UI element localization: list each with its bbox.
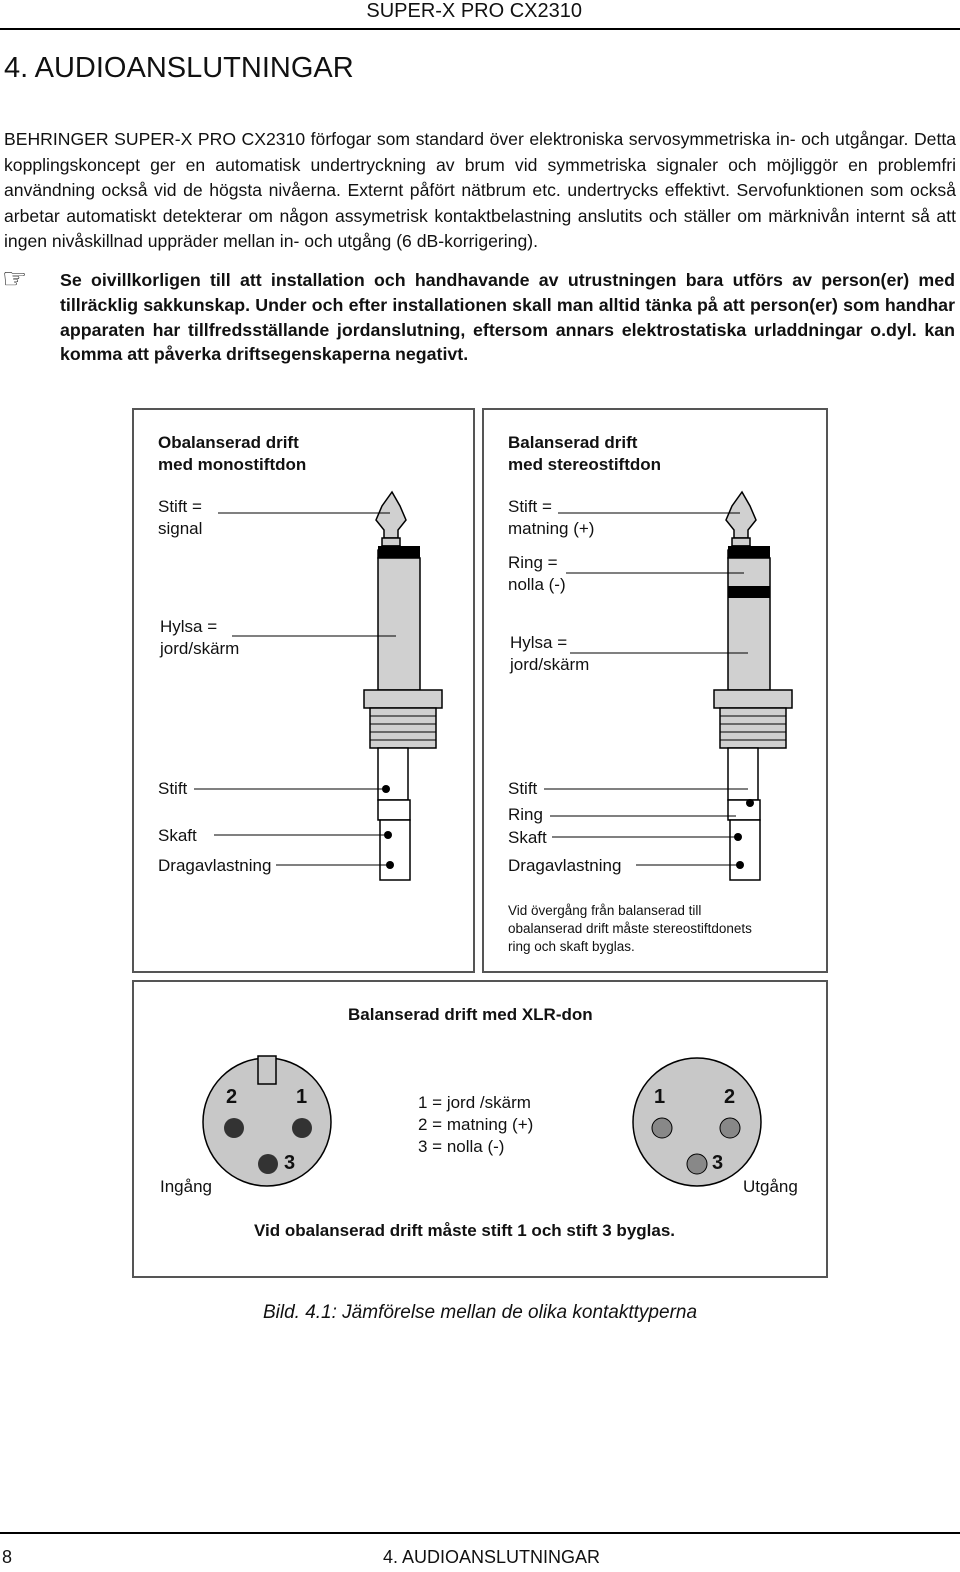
pointing-hand-icon: ☞ xyxy=(2,263,28,294)
xlr-output-label: Utgång xyxy=(743,1177,798,1196)
xlr-in-pin1: 1 xyxy=(296,1086,308,1108)
xlr-in-pin2: 2 xyxy=(226,1086,238,1108)
stereo-wiring-strain: Dragavlastning xyxy=(508,856,622,875)
header-product-title: SUPER-X PRO CX2310 xyxy=(366,0,582,22)
mono-wiring-strain: Dragavlastning xyxy=(158,856,272,875)
mono-sleeve-label: Hylsa = jord/skärm xyxy=(160,617,240,658)
xlr-in-pin3: 3 xyxy=(284,1152,296,1174)
mono-tip-label: Stift = signal xyxy=(158,497,203,538)
mono-jack-drawing xyxy=(134,410,477,975)
xlr-panel xyxy=(132,980,828,1278)
stereo-ring-label: Ring = nolla (-) xyxy=(508,553,566,594)
section-title: 4. AUDIOANSLUTNINGAR xyxy=(4,52,354,84)
mono-title: Obalanserad drift med monostiftdon xyxy=(158,433,307,474)
header-rule xyxy=(0,28,960,30)
safety-note: Se oivillkorligen till att installation och handhavande av utrustningen bara utförs av person(er) med tillräcklig sakkunskap. Under och efter installationen skall man alltid tänka på att person(er) som handhar apparaten har tillfredsställande jordanslutning, eftersom annars elektrostatiska urladdningar o.dyl. kan komma att påverka driftsegenskaperna negativt. xyxy=(60,270,955,365)
stereo-wiring-tip: Stift xyxy=(508,779,538,798)
stereo-tip-label: Stift = matning (+) xyxy=(508,497,595,538)
xlr-out-pin3: 3 xyxy=(712,1152,724,1174)
page-number: 8 xyxy=(2,1547,13,1567)
stereo-jack-drawing xyxy=(484,410,830,975)
footer-rule xyxy=(0,1532,960,1534)
xlr-out-pin2: 2 xyxy=(724,1086,736,1108)
mono-jack-panel xyxy=(132,408,475,973)
mono-wiring-shaft: Skaft xyxy=(158,826,197,845)
stereo-title: Balanserad drift med stereostiftdon xyxy=(508,433,662,474)
xlr-title: Balanserad drift med XLR-don xyxy=(348,1005,593,1024)
xlr-input-label: Ingång xyxy=(160,1177,212,1196)
xlr-out-pin1: 1 xyxy=(654,1086,666,1108)
stereo-sleeve-label: Hylsa = jord/skärm xyxy=(510,633,590,674)
xlr-footnote: Vid obalanserad drift måste stift 1 och stift 3 byglas. xyxy=(254,1221,676,1240)
stereo-wiring-ring: Ring xyxy=(508,805,543,824)
figure-caption: Bild. 4.1: Jämförelse mellan de olika kontakttyperna xyxy=(262,1302,698,1323)
mono-wiring-tip: Stift xyxy=(158,779,188,798)
stereo-jack-panel xyxy=(482,408,828,973)
xlr-pin-legend: 1 = jord /skärm 2 = matning (+) 3 = nolla (-) xyxy=(418,1093,534,1156)
intro-paragraph: BEHRINGER SUPER-X PRO CX2310 förfogar som standard över elektroniska servosymmetriska in- och utgångar. Detta kopplingskoncept ger en automatisk undertryckning av brum vid symmetriska signaler och möjliggör en problemfri användning också vid de högsta nivåerna. Externt påfört nätbrum etc. undertrycks effektivt. Servofunktionen som också arbetar automatiskt detekterar om någon assymetrisk kontaktbelastning anslutits och ställer om märknivån internt så att ingen nivåskillnad uppräder mellan in- och utgång (6 dB-korrigering). xyxy=(4,129,956,251)
footer-title: 4. AUDIOANSLUTNINGAR xyxy=(383,1547,601,1567)
stereo-bridge-note: Vid övergång från balanserad till obalanserad drift måste stereostiftdonets ring och skaft byglas. xyxy=(508,903,752,954)
stereo-wiring-shaft: Skaft xyxy=(508,828,547,847)
